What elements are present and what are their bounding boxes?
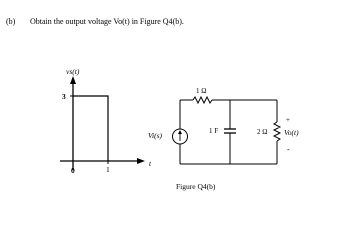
- load-resistor-label: 2 Ω: [257, 128, 268, 136]
- y-tick-label: 3: [62, 92, 66, 101]
- load-resistor: [274, 122, 280, 141]
- pulse-signal: [73, 96, 108, 161]
- pulse-graph: [60, 67, 152, 175]
- series-resistor-label: 1 Ω: [196, 87, 207, 95]
- output-label: Vo(t): [284, 128, 299, 137]
- source-label: Vi(s): [148, 131, 163, 140]
- source-arrow-icon: [178, 130, 182, 141]
- question-label: (b): [6, 17, 16, 26]
- capacitor-label: 1 F: [209, 127, 219, 135]
- y-axis-arrow: [70, 76, 76, 84]
- x-axis-arrow: [137, 158, 145, 164]
- y-axis-label: vs(t): [66, 67, 80, 76]
- x-axis-label: t: [149, 159, 152, 168]
- figure-caption: Figure Q4(b): [176, 182, 216, 191]
- x-tick-label-0: 0: [71, 166, 75, 175]
- x-tick-label-1: 1: [106, 165, 110, 174]
- output-minus-sign: -: [287, 145, 290, 154]
- question-prompt: Obtain the output voltage Vo(t) in Figure Q4(b).: [30, 17, 184, 26]
- series-resistor: [193, 97, 212, 103]
- output-plus-sign: +: [286, 116, 290, 124]
